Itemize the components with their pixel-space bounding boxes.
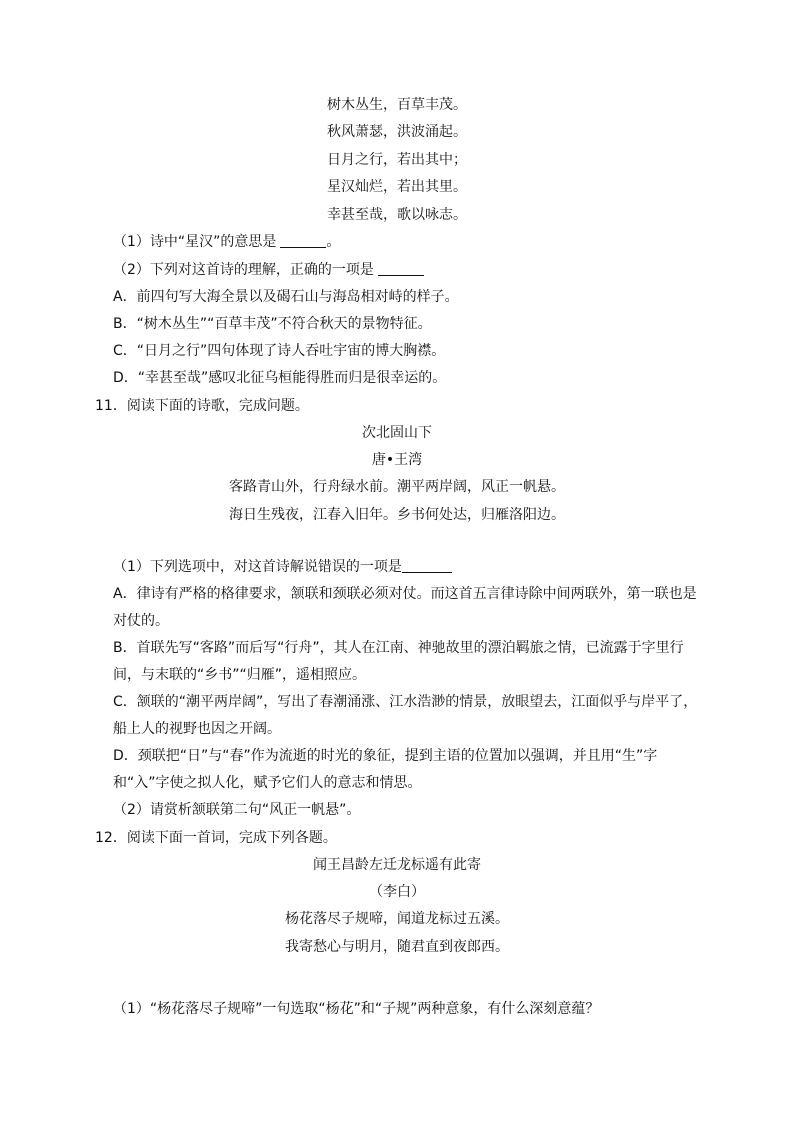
question-text: （2）下列对这首诗的理解，正确的一项是 (113, 262, 374, 278)
question-text: （1）诗中“星汉”的意思是 (113, 234, 277, 250)
poem-line: 客路青山外，行舟绿水前。潮平两岸阔，风正一帆悬。 (229, 479, 565, 495)
question-10-2 (113, 260, 424, 280)
poem-line: 幸甚至哉，歌以咏志。 (327, 207, 467, 223)
option-a-line2: 对仗的。 (113, 613, 169, 629)
question-11-1 (113, 557, 452, 577)
option-a-line1: A．律诗有严格的格律要求，颔联和颈联必须对仗。而这首五言律诗除中间两联外，第一联也是 (113, 586, 697, 602)
question-12-1: （1）“杨花落尽子规啼”一句选取“杨花”和“子规”两种意象，有什么深刻意蕴？ (113, 1001, 600, 1017)
poem-line: 日月之行，若出其中； (327, 152, 467, 168)
question-12-intro: 12．阅读下面一首词，完成下列各题。 (95, 830, 337, 846)
poem-line: 树木丛生，百草丰茂。 (327, 97, 467, 113)
option-b: B．“树木丛生”“百草丰茂”不符合秋天的景物特征。 (113, 316, 432, 332)
poem-author: 唐•王湾 (371, 452, 423, 468)
question-end: 。 (326, 234, 341, 250)
question-10-1 (113, 232, 340, 252)
option-c: C．“日月之行”四句体现了诗人吞吐宇宙的博大胸襟。 (113, 343, 446, 359)
option-c-line1: C．颔联的“潮平两岸阔”，写出了春潮涌涨、江水浩渺的情景，放眼望去，江面似乎与岸平了， (113, 694, 698, 710)
option-d-line2: 和“入”字使之拟人化，赋予它们人的意志和情思。 (113, 775, 422, 791)
answer-blank[interactable] (280, 233, 326, 248)
option-c-line2: 船上人的视野也因之开阔。 (113, 721, 281, 737)
poem-line: 星汉灿烂，若出其里。 (327, 179, 467, 195)
poem-author: （李白） (369, 884, 425, 900)
option-d: D．“幸甚至哉”感叹北征乌桓能得胜而归是很幸运的。 (113, 370, 447, 386)
poem-title: 次北固山下 (362, 425, 432, 441)
poem-line: 杨花落尽子规啼，闻道龙标过五溪。 (285, 911, 509, 927)
poem-title: 闻王昌龄左迁龙标遥有此寄 (313, 857, 481, 873)
poem-line: 海日生残夜，江春入旧年。乡书何处达，归雁洛阳边。 (229, 507, 565, 523)
question-11-2: （2）请赏析颔联第二句“风正一帆悬”。 (113, 802, 361, 818)
option-b-line1: B．首联先写“客路”而后写“行舟”，其人在江南、神驰故里的漂泊羁旅之情，已流露于字里行 (113, 640, 684, 656)
answer-blank[interactable] (378, 261, 424, 276)
option-d-line1: D．颈联把“日”与“春”作为流逝的时光的象征，提到主语的位置加以强调，并且用“生”字 (113, 748, 658, 764)
question-text: （1）下列选项中，对这首诗解说错误的一项是 (113, 559, 402, 575)
question-11-intro: 11．阅读下面的诗歌，完成问题。 (95, 398, 309, 414)
option-a: A．前四句写大海全景以及碣石山与海岛相对峙的样子。 (113, 289, 459, 305)
option-b-line2: 间，与末联的“乡书”“归雁”，遥相照应。 (113, 667, 367, 683)
poem-line: 秋风萧瑟，洪波涌起。 (327, 124, 467, 140)
poem-line: 我寄愁心与明月，随君直到夜郎西。 (285, 939, 509, 955)
answer-blank[interactable] (402, 558, 452, 573)
